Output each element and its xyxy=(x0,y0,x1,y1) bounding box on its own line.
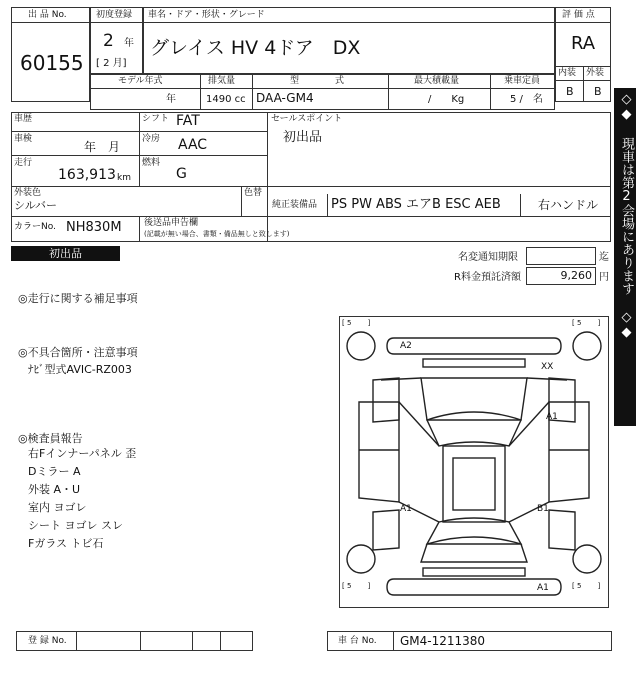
fuel-value: G xyxy=(176,166,187,182)
sales-point-label: セールスポイント xyxy=(271,114,343,124)
car-name-label: 車名・ドア・形状・グレード xyxy=(148,10,265,20)
first-listing-badge: 初出品 xyxy=(11,246,120,261)
aftermarket-note: (記載が無い場合、書類・備品無しと致します) xyxy=(144,230,290,238)
max-load-label: 最大積載量 xyxy=(414,76,460,86)
inspector-line: シート ヨゴレ スレ xyxy=(28,519,123,532)
inspection-value: 年 月 xyxy=(84,140,121,154)
max-load-unit: / Kg xyxy=(428,94,465,105)
history-label: 車歴 xyxy=(14,114,33,124)
defects-title: ◎不具合箇所・注意事項 xyxy=(18,346,138,359)
first-registration-label: 初度登録 xyxy=(96,10,133,20)
aftermarket-label: 後送品申告欄 xyxy=(144,218,199,228)
inspector-line: 外装 A・U xyxy=(28,483,81,496)
equipment-label: 純正装備品 xyxy=(272,200,318,210)
tire-rear-left: [ 5 ] xyxy=(342,582,371,590)
shift-label: シフト xyxy=(142,114,170,124)
color-value: シルバー xyxy=(14,199,57,212)
first-registration-year: 2 xyxy=(103,31,114,51)
tire-front-left: [ 5 ] xyxy=(342,319,371,327)
damage-mark-a2: A2 xyxy=(400,341,412,351)
driving-notes-title: ◎走行に関する補足事項 xyxy=(18,292,138,305)
mileage-label: 走行 xyxy=(14,158,33,168)
steering: 右ハンドル xyxy=(538,198,599,212)
defects-line: ﾅﾋﾞ型式AVIC-RZ003 xyxy=(28,363,132,376)
registration-no-label: 登 録 No. xyxy=(28,636,67,646)
exterior-grade: B xyxy=(594,85,602,98)
inspector-line: Fガラス トビ石 xyxy=(28,537,104,550)
model-year-unit: 年 xyxy=(166,94,176,105)
rating-value: RA xyxy=(571,33,596,54)
inspection-label: 車検 xyxy=(14,134,33,144)
recycle-unit: 円 xyxy=(599,272,609,283)
first-registration-month: [ 2 月] xyxy=(96,58,127,69)
color-no-label: カラーNo. xyxy=(14,222,56,232)
name-change-value-box xyxy=(526,247,596,265)
car-name: グレイス HV 4ドア DX xyxy=(150,37,361,59)
inspector-line: Dミラー A xyxy=(28,465,81,478)
shift-value: FAT xyxy=(176,113,200,129)
interior-grade: B xyxy=(566,85,574,98)
recycle-value: 9,260 xyxy=(560,269,592,282)
recycle-label: R料金預託済額 xyxy=(454,272,521,283)
displacement-label: 排気量 xyxy=(208,76,236,86)
capacity-label: 乗車定員 xyxy=(504,76,541,86)
damage-mark-a1-right-side: A1 xyxy=(546,412,558,422)
lot-number: 60155 xyxy=(20,51,84,75)
color-no: NH830M xyxy=(66,220,122,235)
chassis-no-label: 車 台 No. xyxy=(338,636,377,646)
tire-rear-right: [ 5 ] xyxy=(572,582,601,590)
chassis-no: GM4-1211380 xyxy=(400,634,486,648)
lot-number-label: 出 品 No. xyxy=(28,10,67,20)
color-label: 外装色 xyxy=(14,188,42,198)
first-registration-year-unit: 年 xyxy=(124,38,134,49)
damage-mark-a1-left-rear: A1 xyxy=(400,504,412,514)
car-outline xyxy=(339,316,609,608)
rating-label: 評 価 点 xyxy=(562,10,595,20)
fuel-label: 燃料 xyxy=(142,158,161,168)
sales-point: 初出品 xyxy=(283,130,323,145)
color-change-label: 色替 xyxy=(244,188,263,198)
mileage-unit: km xyxy=(117,173,131,183)
interior-grade-label: 内装 xyxy=(558,68,577,78)
damage-mark-b1: B1 xyxy=(537,504,549,514)
capacity: 5 / 名 xyxy=(510,94,543,105)
equipment: PS PW ABS エアB ESC AEB xyxy=(331,197,501,212)
mileage: 163,913 xyxy=(58,167,116,183)
model-type: DAA-GM4 xyxy=(256,91,314,105)
inspector-title: ◎検査員報告 xyxy=(18,432,83,445)
ac-value: AAC xyxy=(178,137,208,153)
inspector-line: 右Fインナーパネル 歪 xyxy=(28,447,137,460)
name-change-label: 名変通知期限 xyxy=(458,252,518,263)
inspector-line: 室内 ヨゴレ xyxy=(28,501,87,514)
exterior-grade-label: 外装 xyxy=(586,68,605,78)
ac-label: 冷房 xyxy=(142,134,161,144)
type-label: 型 式 xyxy=(290,76,345,86)
displacement: 1490 cc xyxy=(206,94,246,105)
damage-mark-a1-rear: A1 xyxy=(537,583,549,593)
side-banner-text: ◇◆ 現車は第2会場にあります ◇◆ xyxy=(619,92,634,340)
damage-mark-xx: XX xyxy=(541,362,554,372)
name-change-unit: 迄 xyxy=(599,252,609,263)
model-year-label: モデル年式 xyxy=(118,76,163,86)
tire-front-right: [ 5 ] xyxy=(572,319,601,327)
